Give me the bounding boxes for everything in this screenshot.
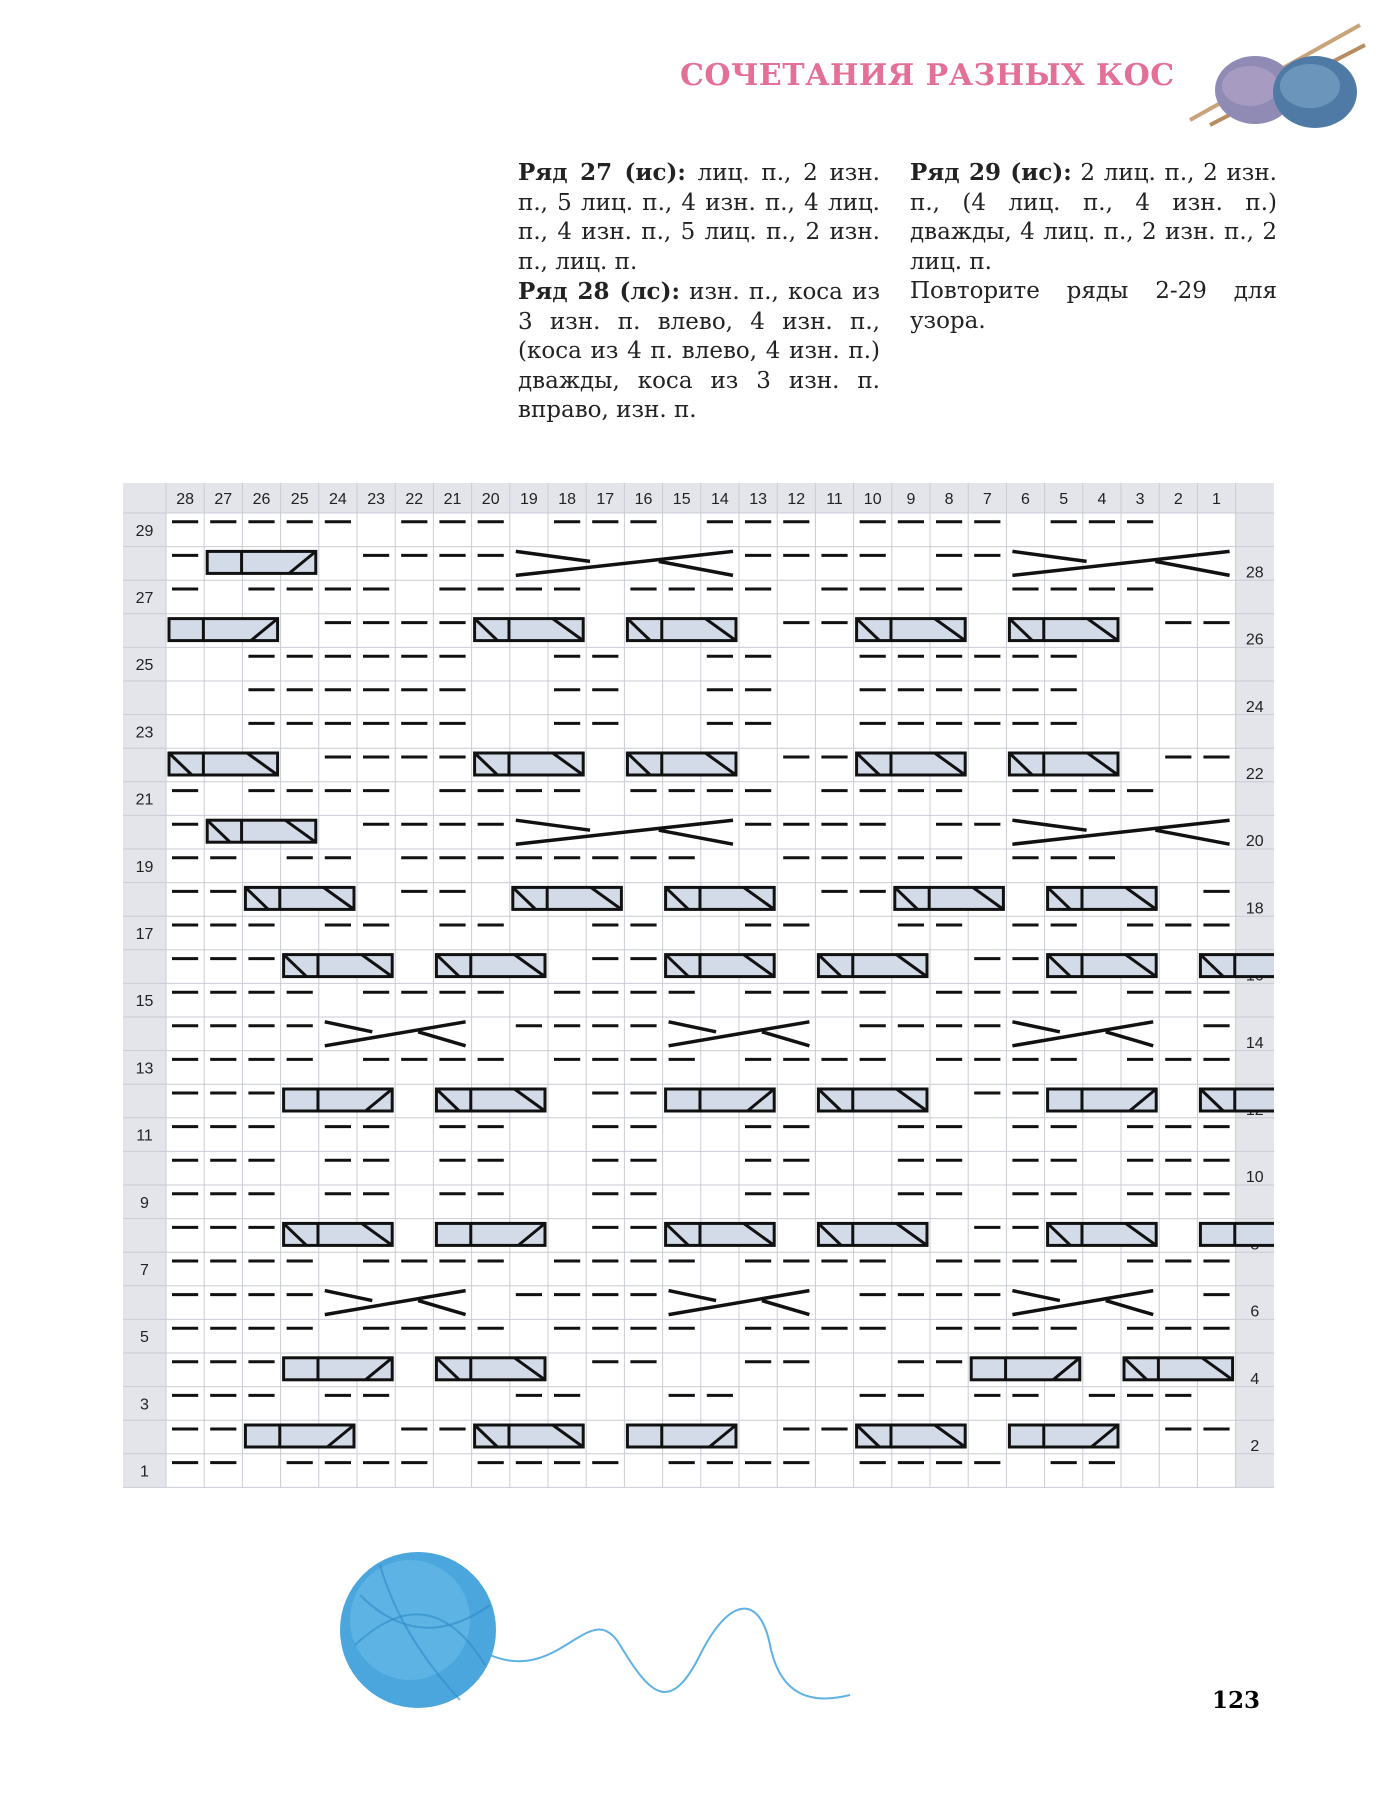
cable-symbol — [207, 551, 316, 573]
cable-symbol — [1009, 1425, 1118, 1447]
row-label-right: 28 — [1245, 564, 1264, 582]
column-label: 26 — [252, 491, 271, 508]
cable-symbol — [284, 1358, 393, 1380]
column-label: 22 — [405, 491, 424, 508]
instruction-paragraph — [910, 158, 1277, 277]
cable-symbol — [1200, 1223, 1274, 1245]
row-label-left: 27 — [135, 590, 154, 607]
column-label: 11 — [826, 491, 843, 508]
column-label: 6 — [1021, 491, 1030, 508]
row-label-right: 22 — [1245, 766, 1264, 783]
column-label: 12 — [787, 491, 806, 508]
instructions-column-1 — [518, 158, 880, 426]
row-label-right: 20 — [1245, 833, 1264, 851]
cable-symbol — [1048, 1089, 1157, 1111]
row-label-right: 24 — [1245, 698, 1264, 716]
knitting-chart — [123, 483, 1274, 1493]
row-label: Ряд 28 (лс): — [518, 278, 680, 305]
instruction-paragraph — [518, 277, 880, 426]
row-text: лиц. п., 2 изн. п., 5 лиц. п., 4 изн. п., 4 лиц. п., 4 изн. п., 5 лиц. п., 2 изн. п., лиц. п. — [518, 160, 880, 275]
cable-symbol — [436, 1223, 545, 1245]
yarn-needles-illustration — [1170, 20, 1370, 130]
column-label: 25 — [290, 491, 309, 508]
row-label-left: 25 — [135, 657, 154, 675]
column-label: 9 — [906, 491, 916, 508]
row-text: 2 лиц. п., 2 изн. п., (4 лиц. п., 4 изн. п.) дважды, 4 лиц. п., 2 изн. п., 2 лиц. п. — [910, 160, 1277, 275]
column-label: 19 — [520, 491, 538, 508]
row-label-right: 26 — [1245, 631, 1264, 649]
right-label-strip — [1236, 513, 1274, 1487]
row-label-left: 7 — [140, 1262, 149, 1279]
row-label-left: 1 — [140, 1463, 149, 1481]
row-label: Ряд 29 (ис): — [910, 159, 1072, 186]
row-label-left: 5 — [140, 1329, 149, 1347]
row-label-right: 2 — [1250, 1438, 1260, 1455]
column-label: 3 — [1135, 491, 1145, 508]
row-label-left: 21 — [135, 791, 154, 809]
cable-symbol — [627, 1425, 736, 1447]
row-text: Повторите ряды 2-29 для узора. — [910, 278, 1277, 334]
row-label-right: 6 — [1250, 1303, 1260, 1321]
cable-symbol — [666, 1089, 775, 1111]
row-label: Ряд 27 (ис): — [518, 159, 686, 186]
column-label: 28 — [176, 491, 194, 508]
row-label-left: 11 — [136, 1127, 153, 1145]
column-label: 24 — [329, 491, 347, 508]
column-label: 21 — [443, 491, 462, 508]
column-label: 8 — [944, 491, 954, 508]
row-label-left: 15 — [135, 993, 154, 1011]
row-label-left: 29 — [135, 522, 154, 540]
row-label-left: 13 — [135, 1060, 154, 1078]
column-label: 27 — [214, 491, 233, 508]
row-label-right: 10 — [1245, 1169, 1264, 1187]
cable-symbol — [169, 619, 278, 641]
cable-symbol — [245, 1425, 354, 1447]
column-label: 2 — [1173, 491, 1183, 508]
row-label-right: 14 — [1245, 1034, 1264, 1052]
chart-svg — [123, 483, 1274, 1493]
column-label: 7 — [982, 491, 992, 508]
row-label-left: 9 — [140, 1194, 149, 1212]
yarn-ball-illustration — [340, 1535, 860, 1725]
instructions-column-2 — [910, 158, 1277, 336]
column-label: 16 — [634, 491, 653, 508]
column-label: 18 — [558, 491, 576, 508]
column-label: 1 — [1212, 491, 1221, 508]
row-text: изн. п., коса из 3 изн. п. влево, 4 изн. п., (коса из 4 п. влево, 4 изн. п.) дважды, коса из 3 изн. п. вправо, изн. п. — [518, 279, 880, 423]
cable-symbol — [284, 1089, 393, 1111]
column-label: 17 — [596, 491, 615, 508]
row-label-left: 19 — [135, 858, 154, 876]
column-label: 20 — [481, 491, 500, 508]
column-label: 15 — [672, 491, 691, 508]
row-label-left: 3 — [140, 1396, 149, 1414]
instruction-paragraph — [518, 158, 880, 277]
instruction-paragraph — [910, 277, 1277, 336]
column-label: 13 — [749, 491, 767, 508]
column-label: 4 — [1097, 491, 1107, 508]
row-label-right: 4 — [1250, 1370, 1260, 1388]
row-label-left: 23 — [135, 724, 154, 742]
cable-symbol — [971, 1358, 1080, 1380]
column-label: 5 — [1059, 491, 1069, 508]
row-label-right: 18 — [1245, 900, 1264, 918]
column-label: 14 — [711, 491, 729, 508]
column-label: 10 — [863, 491, 882, 508]
page-number: 123 — [1212, 1687, 1261, 1714]
section-title: СОЧЕТАНИЯ РАЗНЫХ КОС — [680, 58, 1175, 93]
row-label-left: 17 — [135, 926, 154, 943]
column-label: 23 — [367, 491, 385, 508]
